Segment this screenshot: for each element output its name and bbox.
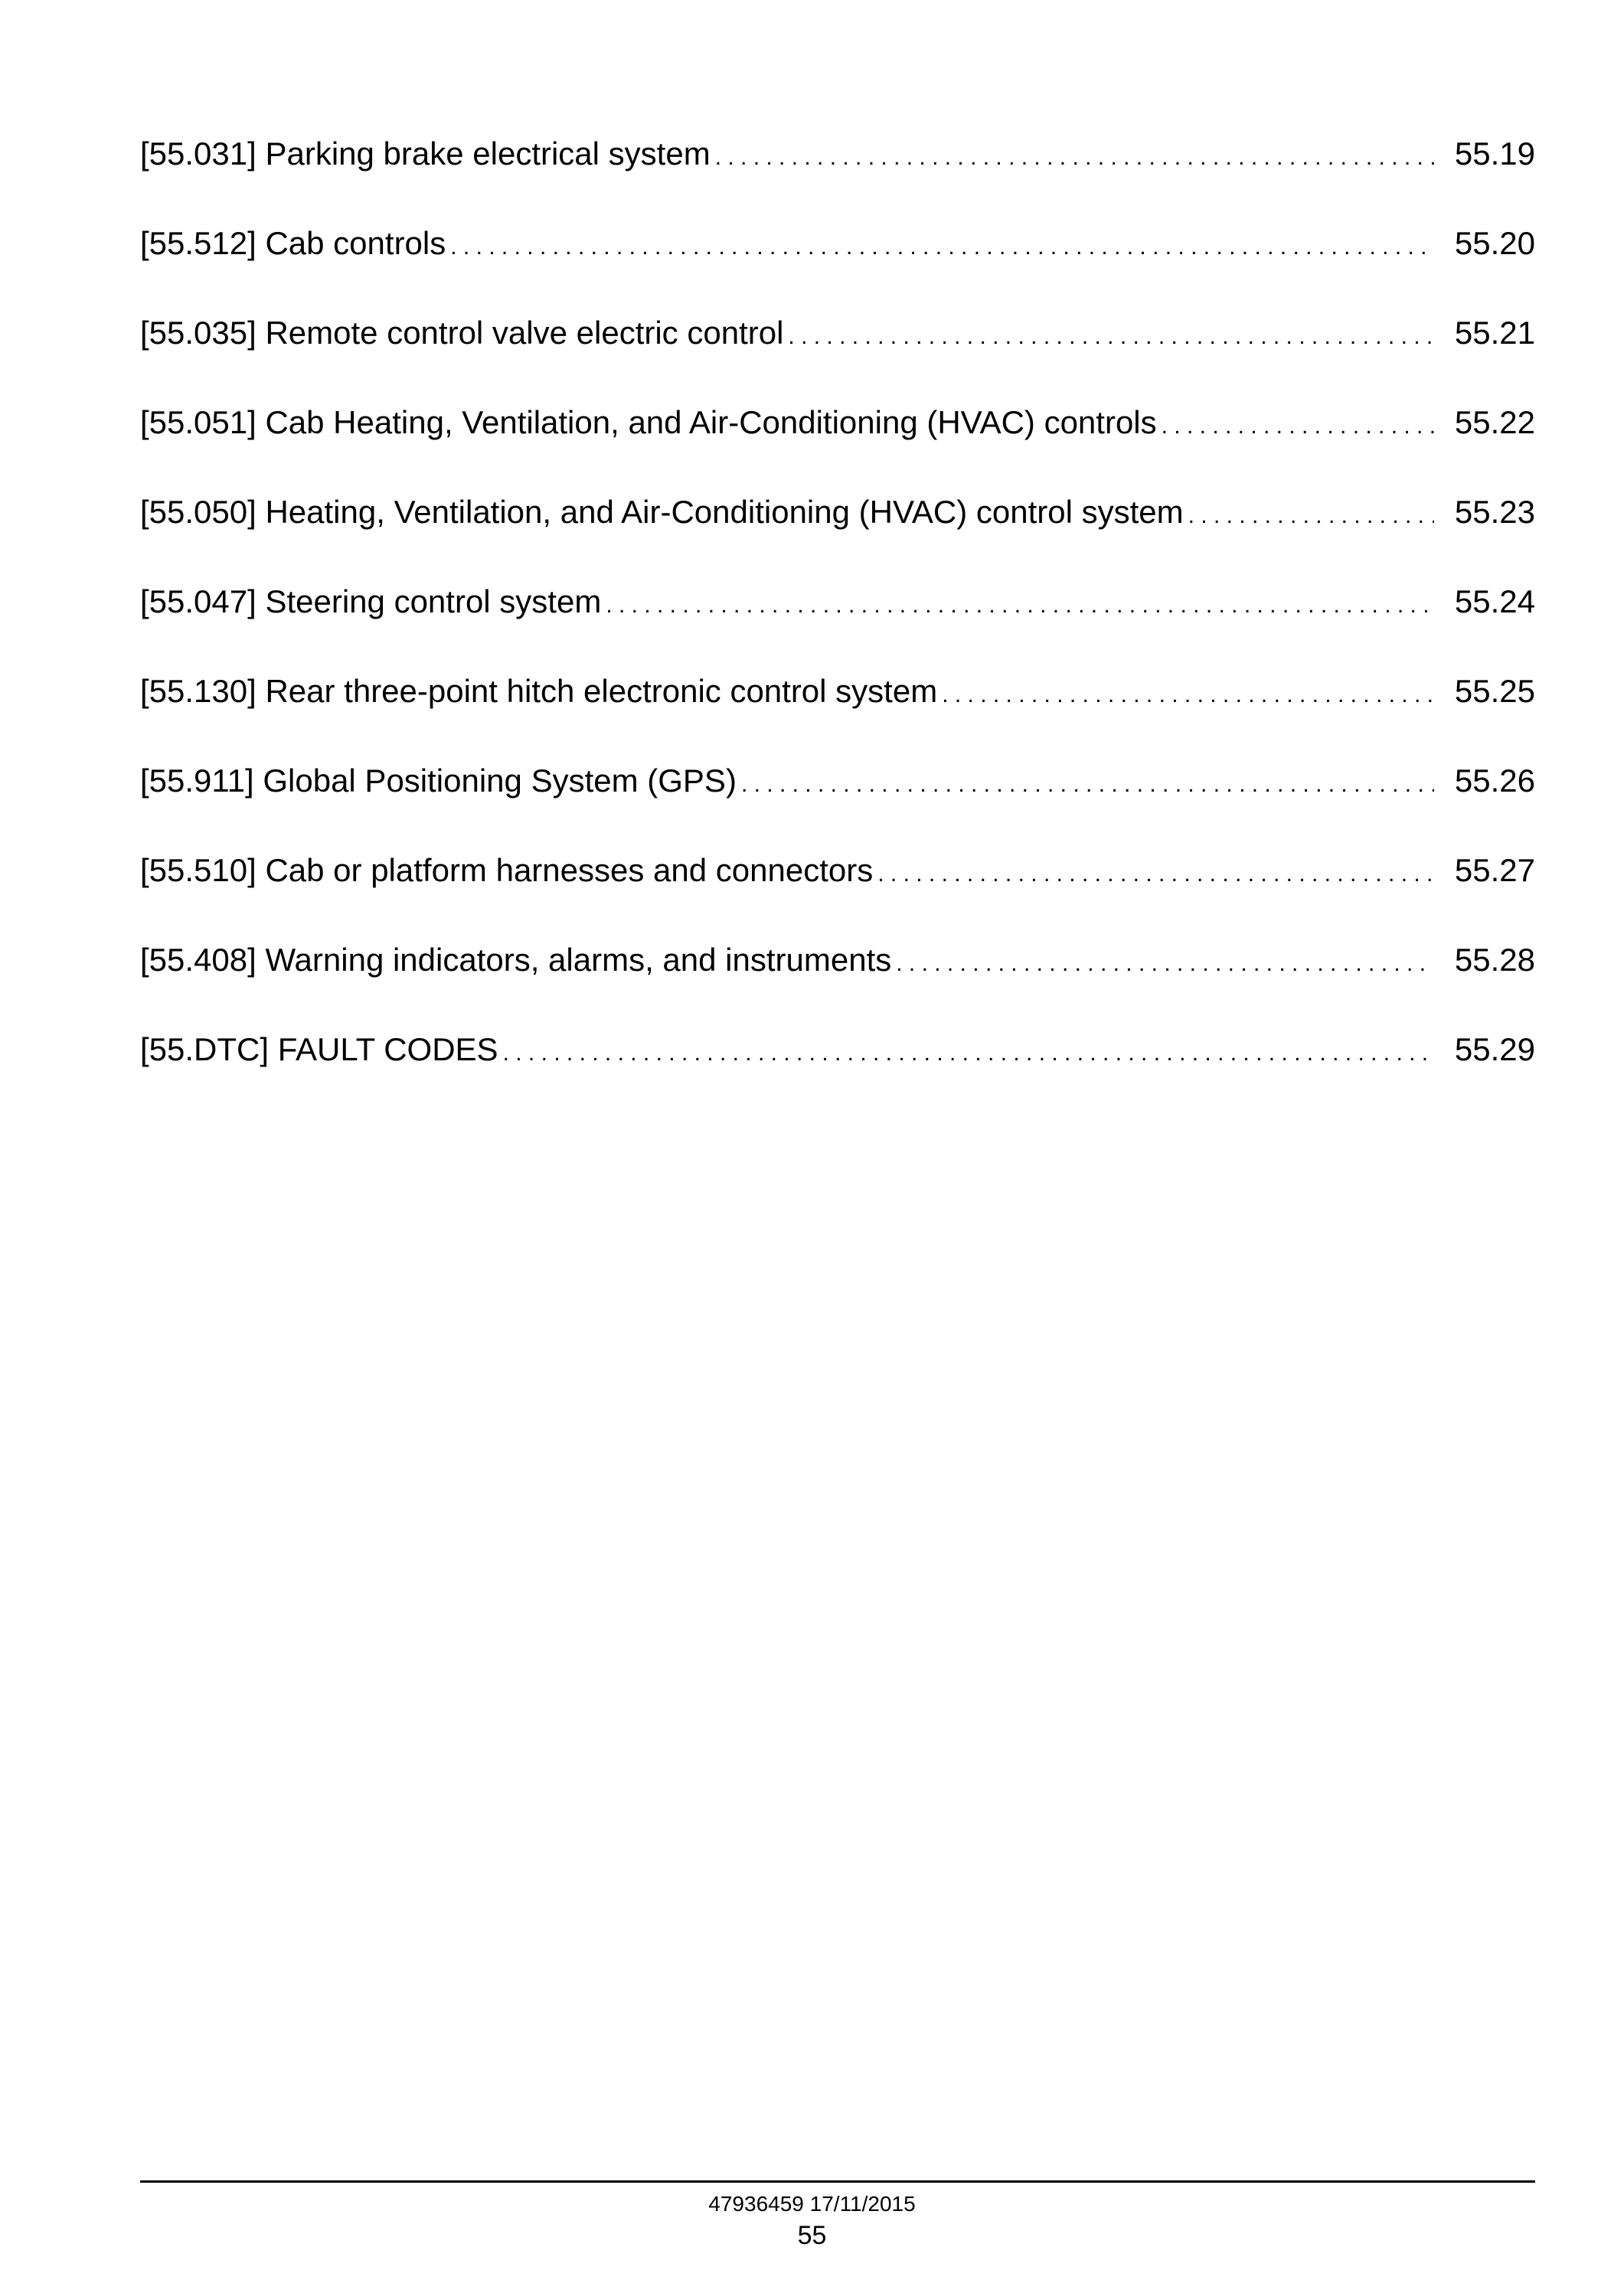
toc-dot-leader: [741, 765, 1434, 805]
toc-entry-title: [55.051] Cab Heating, Ventilation, and Air-Conditioning (HVAC) controls: [140, 404, 1157, 440]
toc-entry[interactable]: [140, 1030, 1535, 1119]
toc-entry-page: 55.19: [1454, 136, 1535, 171]
toc-entry-page: 55.25: [1454, 673, 1535, 709]
toc-entry-title: [55.911] Global Positioning System (GPS): [140, 763, 737, 799]
toc-entry-title: [55.512] Cab controls: [140, 225, 446, 261]
toc-dot-leader: [942, 675, 1434, 715]
toc-dot-leader: [450, 227, 1434, 267]
footer-divider: [140, 2180, 1535, 2183]
toc-entry-page: 55.22: [1454, 404, 1535, 440]
toc-entry-title: [55.408] Warning indicators, alarms, and instruments: [140, 942, 892, 978]
toc-entry-page: 55.20: [1454, 225, 1535, 261]
toc-entry[interactable]: [140, 940, 1535, 1030]
toc-entry-page: 55.23: [1454, 494, 1535, 530]
toc-entry-page: 55.29: [1454, 1031, 1535, 1067]
toc-dot-leader: [1188, 496, 1434, 536]
toc-entry-title: [55.510] Cab or platform harnesses and connectors: [140, 852, 874, 888]
toc-entry-page: 55.24: [1454, 583, 1535, 619]
toc-entry[interactable]: [140, 403, 1535, 492]
toc-entry-page: 55.21: [1454, 315, 1535, 351]
table-of-contents: [140, 134, 1535, 1119]
toc-dot-leader: [503, 1034, 1434, 1073]
toc-dot-leader: [606, 586, 1434, 625]
toc-entry-page: 55.27: [1454, 852, 1535, 888]
toc-dot-leader: [788, 317, 1434, 357]
toc-entry[interactable]: [140, 582, 1535, 671]
toc-entry[interactable]: [140, 492, 1535, 582]
toc-entry[interactable]: [140, 671, 1535, 761]
toc-entry-page: 55.28: [1454, 942, 1535, 978]
toc-dot-leader: [715, 138, 1434, 178]
toc-entry-title: [55.031] Parking brake electrical system: [140, 136, 711, 171]
toc-entry[interactable]: [140, 851, 1535, 940]
toc-dot-leader: [877, 854, 1434, 894]
toc-entry-page: 55.26: [1454, 763, 1535, 799]
toc-entry-title: [55.047] Steering control system: [140, 583, 602, 619]
toc-entry-title: [55.130] Rear three-point hitch electronic control system: [140, 673, 938, 709]
toc-entry-title: [55.DTC] FAULT CODES: [140, 1031, 498, 1067]
toc-entry-title: [55.050] Heating, Ventilation, and Air-Conditioning (HVAC) control system: [140, 494, 1184, 530]
toc-entry[interactable]: [140, 224, 1535, 313]
toc-entry[interactable]: [140, 313, 1535, 403]
toc-entry-title: [55.035] Remote control valve electric control: [140, 315, 784, 351]
toc-dot-leader: [896, 944, 1434, 984]
toc-entry[interactable]: [140, 761, 1535, 851]
toc-dot-leader: [1162, 407, 1434, 446]
toc-entry[interactable]: [140, 134, 1535, 224]
footer-page-number: 55: [797, 2221, 827, 2250]
footer-document-reference: 47936459 17/11/2015: [708, 2192, 916, 2216]
